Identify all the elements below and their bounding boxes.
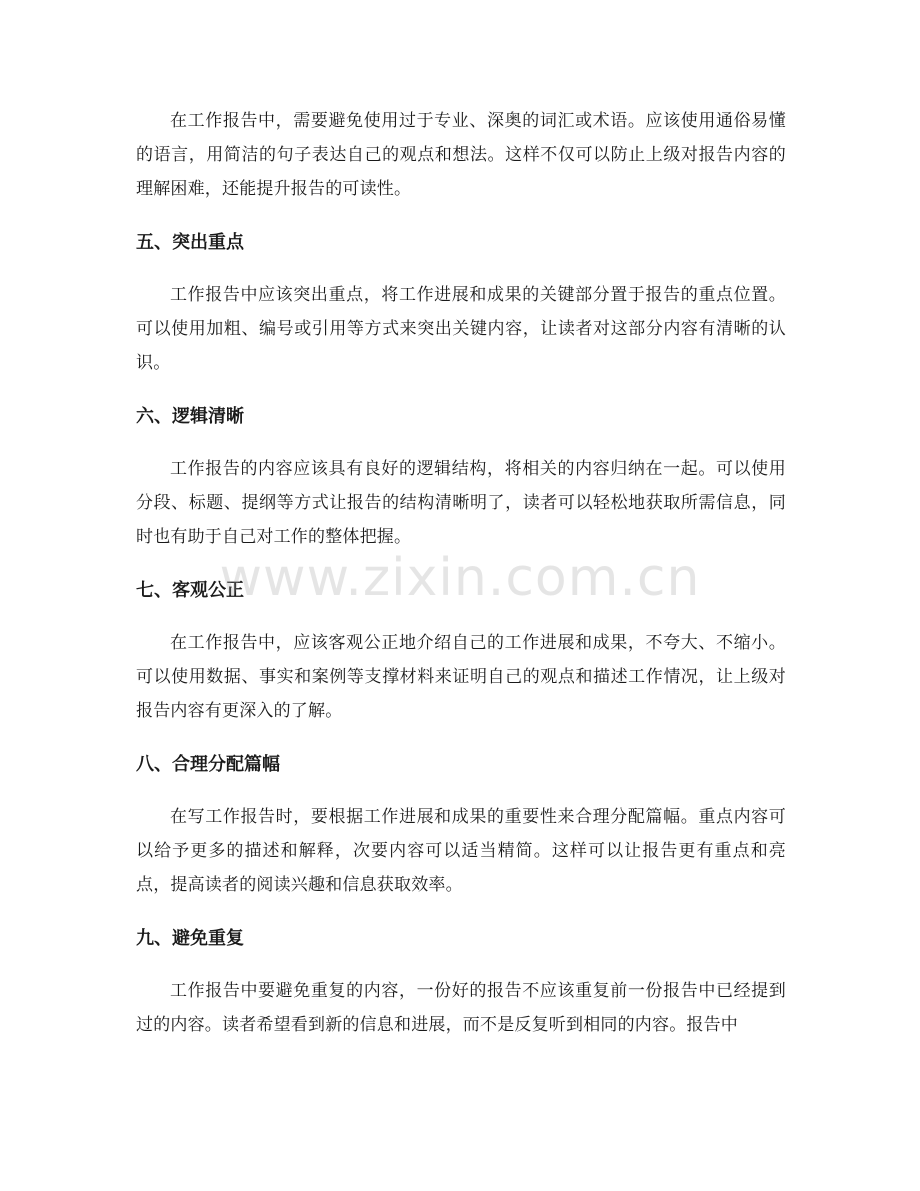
watermark: www.zixin.com.cn (219, 548, 701, 608)
paragraph-highlight-key-points: 工作报告中应该突出重点，将工作进展和成果的关键部分置于报告的重点位置。可以使用加粗、编号或引用等方式来突出关键内容，让读者对这部分内容有清晰的认识。 (136, 285, 786, 373)
paragraph-objective-fair: 在工作报告中，应该客观公正地介绍自己的工作进展和成果，不夸大、不缩小。可以使用数据、事实和案例等支撑材料来证明自己的观点和描述工作情况，让上级对报告内容有更深入的了解。 (136, 633, 786, 721)
heading-highlight-key-points: 五、突出重点 (136, 232, 244, 253)
paragraph-clear-logic: 工作报告的内容应该具有良好的逻辑结构，将相关的内容归纳在一起。可以使用分段、标题、提纲等方式让报告的结构清晰明了，读者可以轻松地获取所需信息，同时也有助于自己对工作的整体把握。 (136, 459, 786, 547)
heading-avoid-repetition: 九、避免重复 (136, 928, 244, 949)
heading-allocate-length: 八、合理分配篇幅 (136, 754, 280, 775)
heading-objective-fair: 七、客观公正 (136, 580, 244, 601)
heading-clear-logic: 六、逻辑清晰 (136, 406, 244, 427)
paragraph-allocate-length: 在写工作报告时，要根据工作进展和成果的重要性来合理分配篇幅。重点内容可以给予更多的描述和解释，次要内容可以适当精简。这样可以让报告更有重点和亮点，提高读者的阅读兴趣和信息获取效率。 (136, 807, 786, 895)
document-body (136, 104, 786, 1042)
paragraph-intro: 在工作报告中，需要避免使用过于专业、深奥的词汇或术语。应该使用通俗易懂的语言，用简洁的句子表达自己的观点和想法。这样不仅可以防止上级对报告内容的理解困难，还能提升报告的可读性。 (136, 111, 786, 199)
paragraph-avoid-repetition: 工作报告中要避免重复的内容，一份好的报告不应该重复前一份报告中已经提到过的内容。读者希望看到新的信息和进展，而不是反复听到相同的内容。报告中 (136, 981, 786, 1035)
